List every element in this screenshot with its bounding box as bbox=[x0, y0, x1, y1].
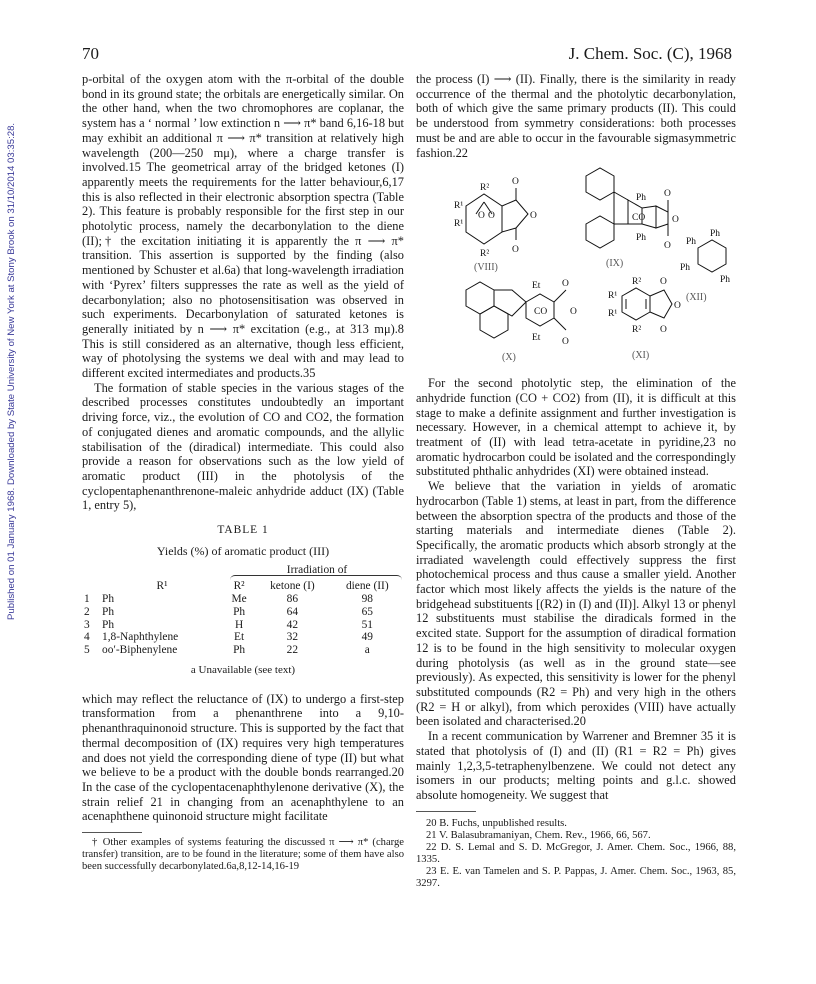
label-phenyl: Ph bbox=[720, 275, 731, 286]
label-oxygen: O bbox=[672, 215, 679, 226]
right-column bbox=[416, 72, 736, 890]
table-row bbox=[82, 619, 404, 632]
cell-r1: Ph bbox=[102, 605, 115, 618]
cell-r2: Ph bbox=[233, 644, 246, 657]
structure-xi bbox=[622, 288, 672, 320]
reference-item: 23 E. E. van Tamelen and S. P. Pappas, J. Amer. Chem. Soc., 1963, 85, 3297. bbox=[416, 865, 736, 889]
label-oxygen: O bbox=[562, 337, 569, 348]
table-caption: Yields (%) of aromatic product (III) bbox=[156, 543, 330, 558]
label-oxygen: O bbox=[512, 177, 519, 188]
entry-number: 1 bbox=[84, 593, 90, 605]
cell-diene-yield: 65 bbox=[361, 605, 373, 618]
entry-number: 2 bbox=[84, 605, 90, 618]
references bbox=[416, 818, 736, 890]
table-row bbox=[82, 606, 404, 619]
label-carbonyl: CO bbox=[632, 213, 646, 224]
reference-item: 20 B. Fuchs, unpublished results. bbox=[426, 817, 567, 829]
label-r1: R¹ bbox=[454, 201, 464, 212]
structure-x bbox=[466, 282, 566, 338]
label-r1: R¹ bbox=[608, 309, 618, 320]
footnote-divider bbox=[82, 832, 142, 833]
label-oxygen: O bbox=[660, 325, 667, 336]
label-r1: R¹ bbox=[454, 219, 464, 230]
paragraph: In a recent communication by Warrener and Bremner 35 it is stated that photolysis of (I) and (II) (R1 = R2 = Ph) gives mainly 1,2,3,5-tetraphenylbenzene. We could not detect any isomers in our products; melting points and g.l.c. showed absolute homogeneity. We suggest that bbox=[416, 729, 736, 802]
cell-r2: H bbox=[234, 618, 244, 631]
reference-item: 21 V. Balasubramaniyan, Chem. Rev., 1966, 66, 567. bbox=[426, 829, 651, 841]
label-oxygen: O bbox=[478, 211, 485, 222]
entry-number: 4 bbox=[84, 631, 90, 644]
footnote: † Other examples of systems featuring the discussed π ⟶ π* (charge transfer) transition, are to be found in the literature; some of them have also been successfully decarbonylated.6a,8,12-14,16-19 bbox=[82, 837, 404, 873]
left-column bbox=[82, 72, 404, 873]
paragraph: the process (I) ⟶ (II). Finally, there is the similarity in ready occurrence of the thermal and the photolytic decarbonylation, both of which give the same primary products (II). This could be understood from symmetry considerations: both processes must be and are able to occur in the favourable sigmasymmetric fashion.22 bbox=[416, 72, 736, 160]
compound-label-ix: (IX) bbox=[606, 258, 624, 270]
label-r1: R¹ bbox=[608, 291, 618, 302]
cell-diene-yield: 98 bbox=[361, 593, 373, 605]
structures-scheme bbox=[436, 166, 736, 366]
table-row bbox=[82, 631, 404, 644]
label-r2: R² bbox=[632, 277, 642, 288]
cell-ketone-yield: 42 bbox=[286, 618, 299, 631]
table-footnote: a Unavailable (see text) bbox=[190, 663, 296, 676]
paragraph: p-orbital of the oxygen atom with the π-orbital of the double bond in its ground state; the orbitals are energetically similar. On the other hand, when the two chromophores are coplanar, the system has a ‘ normal ’ low extinction n ⟶ π* band 6,16-18 but may exhibit an additional π ⟶ π* transition at relatively high wavelength (200—250 mμ), where a charge transfer is involved.15 The geometrical array of the bridged ketones (I) apparently meets the requirements for the latter behaviour,6,17 this is also reflected in their electronic absorption spectra (Table 2). This feature is probably responsible for the first step in our photolytic process, namely the decarbonylation to the diene (II);† the excitation initiating it is apparently the π ⟶ π* transition. This assertion is supported by the finding (also mentioned by Schuster et al.6a) that long-wavelength irradiation with ‘Pyrex’ filters suppresses the rate as well as the yield of decarbonylation; also no photosensitisation was observed in such experiments. Decarbonylation of saturated ketones is generally initiated by n ⟶ π* excitation (e.g., at 313 mμ).8 This is still considered as an alternative, though less efficient, way of photolysing the systems we deal with and may lead to different excited intermediates and products.35 bbox=[82, 72, 404, 381]
table-title: TABLE 1 bbox=[217, 524, 269, 537]
label-r2: R² bbox=[632, 325, 642, 336]
cell-r2: Et bbox=[234, 631, 245, 644]
entry-number: 5 bbox=[84, 644, 90, 657]
paragraph: which may reflect the reluctance of (IX) to undergo a first-step transformation from a phenanthrene into a 9,10-phenanthraquinonoid structure. This is supported by the fact that thermal decomposition of (IX) requires very high temperatures and does not yield the corresponding diene of type (II) but what we believe to be a product with the double bonds rearranged.20 In the case of the cyclopentacenaphthylenone derivative (X), the strain relief 21 in changing from an acenaphthylene to an acenaphthene quinonoid structure might facilitate bbox=[82, 691, 404, 824]
table-1 bbox=[82, 523, 404, 678]
column-header-diene: diene (II) bbox=[345, 580, 389, 593]
cell-ketone-yield: 86 bbox=[286, 593, 299, 605]
column-header-ketone: ketone (I) bbox=[270, 580, 315, 593]
compound-label-viii: (VIII) bbox=[474, 262, 498, 274]
label-carbonyl: CO bbox=[534, 307, 548, 318]
paragraph: For the second photolytic step, the elimination of the anhydride function (CO + CO2) from (II), it is difficult at this stage to make a definite assignment and further investigation is necessary. However, in a chemical attempt to achieve it, by treatment of (II) with lead tetra-acetate in pyridine,23 no aromatic hydrocarbon could be isolated and the correspondingly substituted phthalic anhydrides (XI) were obtained instead. bbox=[416, 376, 736, 479]
paragraph: We believe that the variation in yields of aromatic hydrocarbon (Table 1) stems, at least in part, from the difference between the absorption spectra of the products and those of the starting materials and intermediate dienes (Table 2). Specifically, the aromatic products which absorb strongly at the irradiated wavelength could effectively suppress the first photochemical process and thus cause a smaller yield. Another factor which most likely affects the yields is the nature of the bridgehead substituents [(R2) in (I) and (II)]. Alkyl 13 or phenyl 12 substituents must stabilise the diradicals formed in the excited state. Support for the assumption of diradical formation 12 is to be found in the high sensitivity to molecular oxygen during photolysis (as well as in the ground state—see previously). As expected, this sensitivity is lower for the phenyl substituted compounds (R2 = Ph) and very high in the others (R2 = H or alkyl), from which peroxides (VIII) have actually been isolated and characterised.20 bbox=[416, 479, 736, 729]
label-phenyl: Ph bbox=[636, 233, 647, 244]
label-ethyl: Et bbox=[532, 333, 541, 344]
journal-reference: J. Chem. Soc. (C), 1968 bbox=[568, 44, 732, 63]
label-phenyl: Ph bbox=[636, 193, 647, 204]
cell-ketone-yield: 22 bbox=[286, 644, 299, 657]
page-number: 70 bbox=[82, 44, 99, 63]
compound-label-x: (X) bbox=[502, 352, 516, 364]
label-phenyl: Ph bbox=[710, 229, 721, 240]
yields-table bbox=[82, 580, 404, 657]
structure-ix bbox=[586, 168, 668, 248]
table-row bbox=[82, 593, 404, 606]
label-oxygen: O bbox=[512, 245, 519, 256]
cell-r2: Ph bbox=[233, 605, 246, 618]
cell-diene-yield: 51 bbox=[361, 618, 373, 631]
label-oxygen: O bbox=[530, 211, 537, 222]
label-ethyl: Et bbox=[532, 281, 541, 292]
cell-ketone-yield: 32 bbox=[286, 631, 299, 644]
cell-diene-yield: 49 bbox=[361, 631, 373, 644]
compound-label-xii: (XII) bbox=[686, 292, 707, 304]
column-header-r1: R¹ bbox=[156, 580, 168, 593]
table-header-row bbox=[82, 580, 404, 593]
paragraph: The formation of stable species in the various stages of the described processes constitutes undoubtedly an important driving force, viz., the evolution of CO and CO2, the formation of conjugated dienes and aromatic compounds, and the allylic stabilisation of the (diradical) intermediate. This could also provide a reason for observations such as the low yield of aromatic product (III) in the photolysis of the cyclopentaphenanthrenone-maleic anhydride adduct (IX) (Table 1, entry 5), bbox=[82, 380, 404, 513]
cell-ketone-yield: 64 bbox=[286, 605, 299, 618]
label-oxygen: O bbox=[664, 189, 671, 200]
table-group-header: Irradiation of bbox=[286, 563, 348, 576]
label-phenyl: Ph bbox=[680, 263, 691, 274]
cell-r2: Me bbox=[231, 593, 247, 605]
label-oxygen: O bbox=[660, 277, 667, 288]
compound-label-xi: (XI) bbox=[632, 350, 650, 362]
label-oxygen: O bbox=[674, 301, 681, 312]
label-r2: R² bbox=[480, 249, 490, 260]
label-phenyl: Ph bbox=[686, 237, 697, 248]
label-r2: R² bbox=[480, 183, 490, 194]
cell-r1: 1,8-Naphthylene bbox=[102, 631, 179, 644]
column-header-r2: R² bbox=[233, 580, 245, 593]
cell-diene-yield: a bbox=[364, 644, 370, 657]
cell-r1: oo′-Biphenylene bbox=[102, 644, 178, 657]
download-notice[interactable]: Published on 01 January 1968. Downloaded by State University of New York at Stony Brook on 31/10/2014 03:35:28. bbox=[6, 122, 17, 620]
structure-xii bbox=[698, 240, 726, 272]
entry-number: 3 bbox=[84, 618, 90, 631]
structure-viii bbox=[466, 188, 528, 244]
label-oxygen: O bbox=[562, 279, 569, 290]
cell-r1: Ph bbox=[102, 593, 115, 605]
label-oxygen: O bbox=[488, 211, 495, 222]
label-oxygen: O bbox=[664, 241, 671, 252]
cell-r1: Ph bbox=[102, 618, 115, 631]
references-divider bbox=[416, 811, 476, 812]
table-row bbox=[82, 644, 404, 657]
reference-item: 22 D. S. Lemal and S. D. McGregor, J. Amer. Chem. Soc., 1966, 88, 1335. bbox=[416, 841, 736, 865]
label-oxygen: O bbox=[570, 307, 577, 318]
